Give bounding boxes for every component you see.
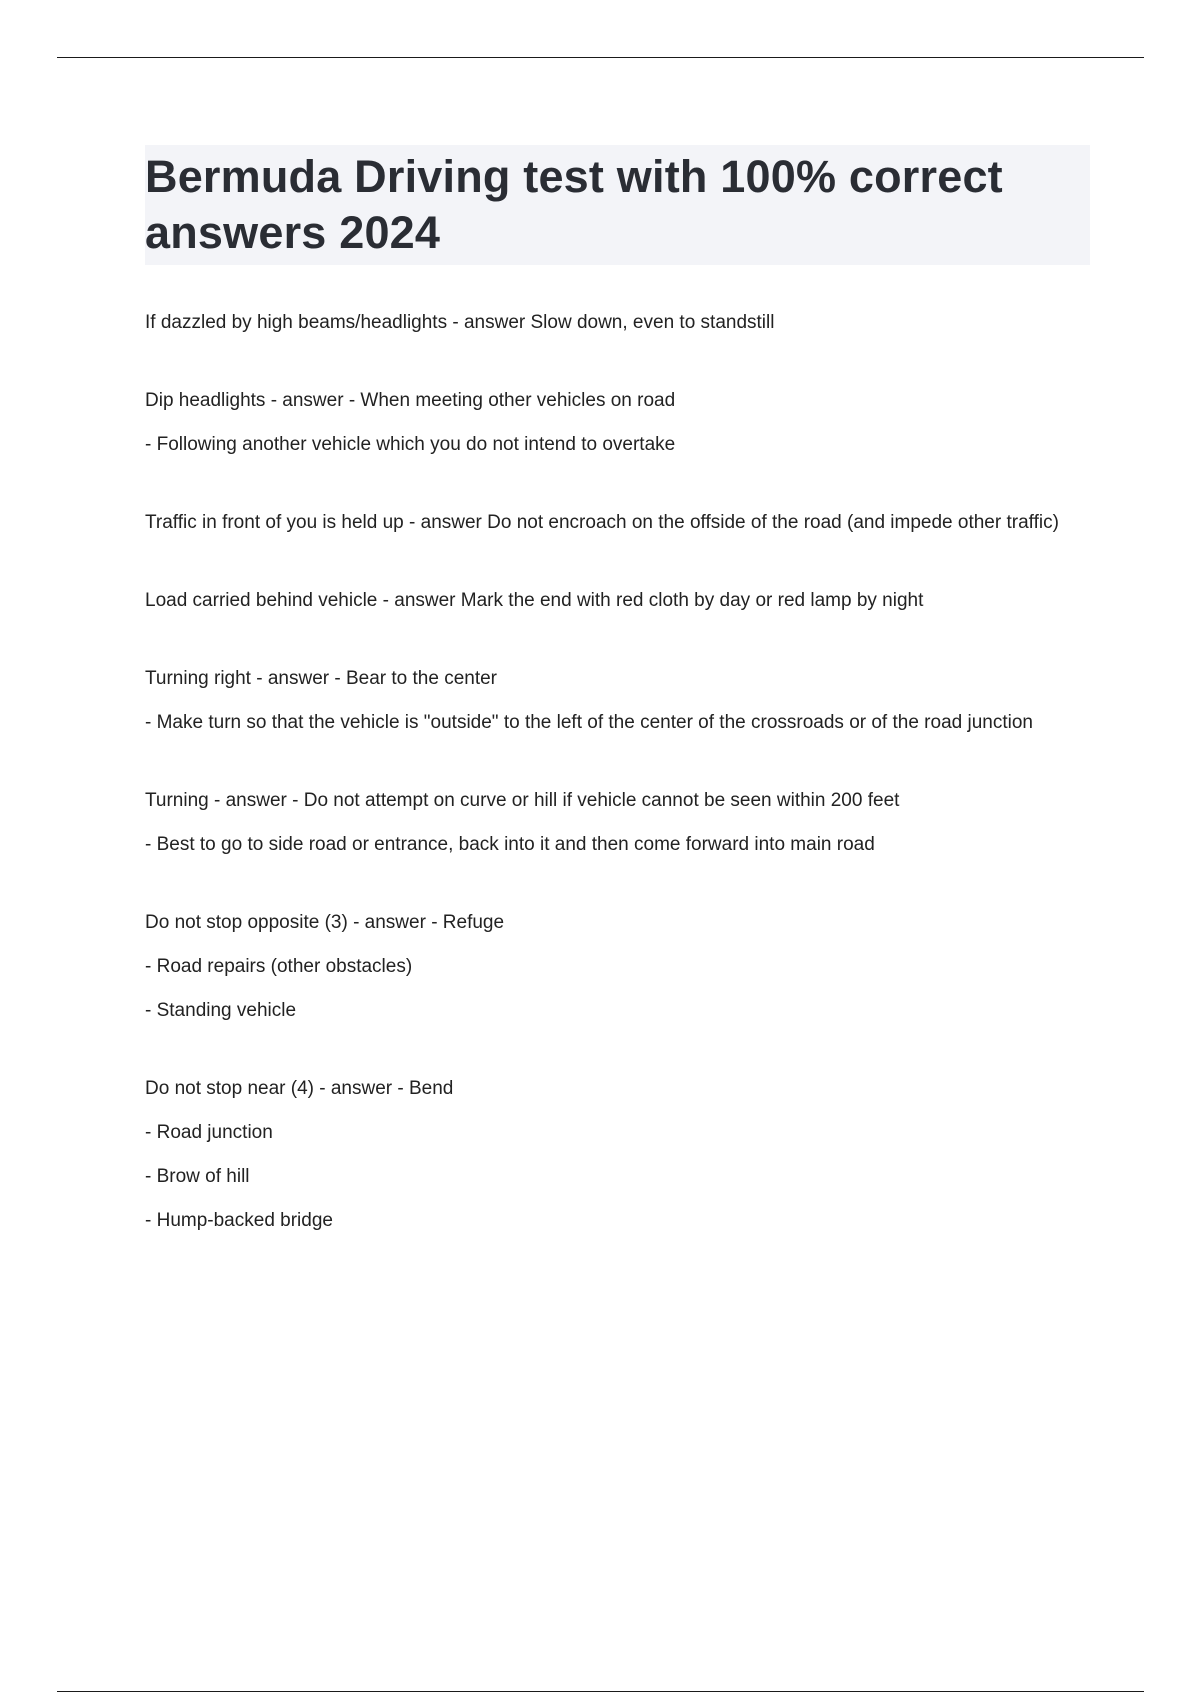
qa-answer-line: - Standing vehicle (145, 1000, 297, 1021)
qa-answer-line: - Road repairs (other obstacles) (145, 956, 413, 977)
qa-answer-line: - Make turn so that the vehicle is "outside" to the left of the center of the crossroads or of the road junction (145, 712, 1033, 733)
qa-item (145, 386, 1090, 460)
qa-question: If dazzled by high beams/headlights - answer Slow down, even to standstill (145, 312, 775, 333)
bottom-rule (57, 1691, 1144, 1692)
qa-question: Dip headlights - answer - When meeting other vehicles on road (145, 390, 676, 411)
qa-item (145, 308, 1090, 338)
qa-item (145, 586, 1090, 616)
qa-answer-line: - Brow of hill (145, 1166, 250, 1187)
qa-list (145, 308, 1090, 1236)
qa-item (145, 1074, 1090, 1236)
title-block (145, 145, 1090, 265)
qa-question: Load carried behind vehicle - answer Mark the end with red cloth by day or red lamp by night (145, 590, 924, 611)
qa-answer-line: - Following another vehicle which you do not intend to overtake (145, 434, 676, 455)
document-body (145, 145, 1090, 1284)
qa-answer-line: - Best to go to side road or entrance, back into it and then come forward into main road (145, 834, 875, 855)
qa-question: Traffic in front of you is held up - answer Do not encroach on the offside of the road (and impede other traffic) (145, 512, 1059, 533)
top-rule (57, 57, 1144, 58)
qa-answer-line: - Road junction (145, 1122, 273, 1143)
qa-item (145, 908, 1090, 1026)
qa-answer-line: - Hump-backed bridge (145, 1210, 333, 1231)
qa-item (145, 664, 1090, 738)
qa-item (145, 786, 1090, 860)
qa-question: Do not stop near (4) - answer - Bend (145, 1078, 454, 1099)
qa-question: Turning - answer - Do not attempt on curve or hill if vehicle cannot be seen within 200 feet (145, 790, 900, 811)
qa-item (145, 508, 1090, 538)
qa-question: Do not stop opposite (3) - answer - Refuge (145, 912, 505, 933)
document-title: Bermuda Driving test with 100% correct answers 2024 (145, 151, 1003, 258)
qa-question: Turning right - answer - Bear to the center (145, 668, 498, 689)
